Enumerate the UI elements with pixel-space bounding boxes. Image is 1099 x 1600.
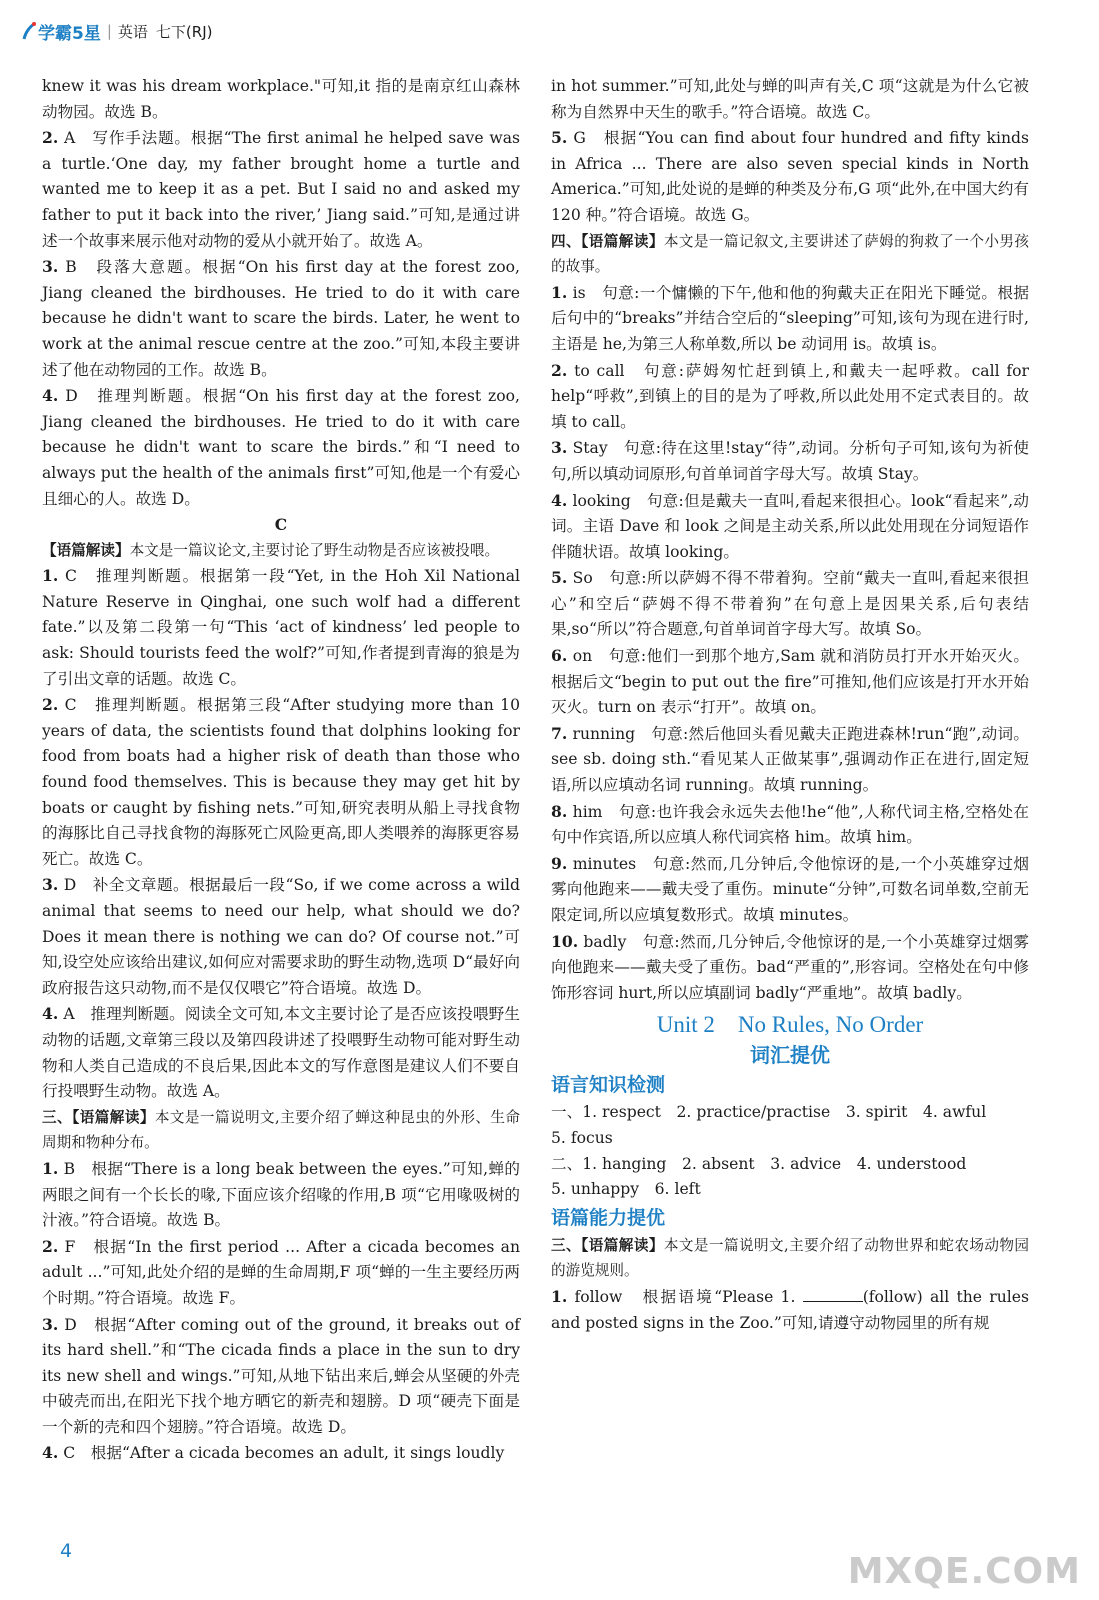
answer-text: knew it was his dream workplace."可知,it 指的是南京红山森林动物园。故选 B。 bbox=[42, 77, 520, 121]
answer-number: 7. bbox=[551, 723, 568, 743]
passage-tag: 三、【语篇解读】 bbox=[42, 1108, 155, 1126]
answer-item bbox=[42, 1001, 520, 1104]
answer-item bbox=[551, 643, 1029, 721]
answer-number: 1. bbox=[42, 566, 59, 586]
passage-tag: 【语篇解读】 bbox=[42, 541, 130, 559]
unit-subtitle: 词汇提优 bbox=[750, 1043, 830, 1068]
answer-text: A 推理判断题。阅读全文可知,本文主要讨论了是否应该投喂野生动物的话题,文章第三段以及第四段讲述了投喂野生动物可能对野生动物和人类自己造成的不良后果,因此本文的写作意图是建议人们不要自行投喂野生动物。故选 A。 bbox=[42, 1005, 520, 1101]
answer-item bbox=[551, 1284, 1029, 1336]
answer-number: 6. bbox=[551, 646, 568, 666]
header-subject: 英语 bbox=[117, 22, 148, 41]
answer-number: 3. bbox=[42, 257, 59, 277]
header-divider: | bbox=[106, 22, 112, 40]
answer-number: 10. bbox=[551, 931, 579, 951]
answer-text: D 补全文章题。根据最后一段“So, if we come across a wild animal that seems to need our help, what should we do? Does it mean there is nothing we can do? Of course not.”可知,设空处应该给出建议,如何应对需要求助的野生动物,选项 D“最好向政府报告这只动物,而不是仅仅喂它”符合语境。故选 D。 bbox=[42, 876, 520, 997]
answer-text: badly 句意:然而,几分钟后,令他惊讶的是,一个小英雄穿过烟雾向他跑来——戴夫受了重伤。bad“严重的”,形容词。空格处在句中修饰形容词 hurt,所以应填副词 badly“严重地”。故填 badly。 bbox=[551, 932, 1029, 1002]
answer-text: minutes 句意:然而,几分钟后,令他惊讶的是,一个小英雄穿过烟雾向他跑来——戴夫受了重伤。minute“分钟”,可数名词单数,空前无限定词,所以应填复数形式。故填 minutes。 bbox=[551, 854, 1029, 924]
answer-text: D 推理判断题。根据“On his first day at the forest zoo, Jiang cleaned the birdhouses. He tried to do it with care because he didn't want to scare the birds.”和“I need to always put the health of the animals first”可知,他是一个有爱心且细心的人。故选 D。 bbox=[42, 387, 520, 508]
answer-item bbox=[551, 565, 1029, 643]
brand-logo-icon bbox=[22, 21, 36, 41]
answer-number: 5. bbox=[551, 568, 568, 588]
vocab-line: 二、1. hanging 2. absent 3. advice 4. understood bbox=[551, 1154, 967, 1173]
answer-text: B 根据“There is a long beak between the eyes.”可知,蝉的两眼之间有一个长长的喙,下面应该介绍喙的作用,B 项“它用喙吸树的汁液。”符合语境。故选 B。 bbox=[42, 1159, 520, 1230]
answer-number: 1. bbox=[551, 282, 568, 302]
left-column bbox=[42, 74, 520, 1467]
right-column-answers bbox=[551, 74, 1029, 1006]
answer-text: to call 句意:萨姆匆忙赶到镇上,和戴夫一起呼救。call for help“呼救”,到镇上的目的是为了呼救,所以此处用不定式表目的。故填 to call。 bbox=[551, 361, 1029, 431]
header-grade: 七下(RJ) bbox=[155, 22, 213, 41]
answer-item bbox=[551, 435, 1029, 487]
watermark-text: MXQE.COM bbox=[847, 1551, 1081, 1592]
section-heading-reading-improve: 语篇能力提优 bbox=[551, 1206, 666, 1229]
answer-text: 本文是一篇议论文,主要讨论了野生动物是否应该被投喂。 bbox=[129, 541, 500, 559]
answer-number: 5. bbox=[551, 128, 568, 148]
answer-number: 8. bbox=[551, 801, 568, 821]
answer-item bbox=[551, 125, 1029, 228]
answer-item bbox=[42, 692, 520, 872]
answer-text: 本文是一篇说明文,主要介绍了蝉这种昆虫的外形、生命周期和物种分布。 bbox=[42, 1108, 520, 1152]
answer-number: 4. bbox=[551, 490, 568, 510]
answer-number: 2. bbox=[551, 360, 568, 380]
answer-number: 2. bbox=[42, 128, 59, 148]
passage-tag: 三、【语篇解读】 bbox=[551, 1236, 664, 1254]
answer-item bbox=[551, 488, 1029, 566]
answer-text: on 句意:他们一到那个地方,Sam 就和消防员打开水开始灭火。根据后文“begin to put out the fire”可推知,他们应该是打开水开始灭火。turn on 表示“打开”。故填 on。 bbox=[551, 647, 1029, 717]
answer-text: G 根据“You can find about four hundred and fifty kinds in Africa ... There are also seven special kinds in North America.”可知,此处说的是蝉的种类及分布,G 项“此外,在中国大约有 120 种。”符合语境。故选 G。 bbox=[551, 129, 1029, 224]
answer-item bbox=[551, 851, 1029, 929]
answer-item bbox=[551, 74, 1029, 125]
answer-item bbox=[551, 721, 1029, 799]
answer-number: 4. bbox=[42, 1004, 59, 1024]
answer-item bbox=[42, 383, 520, 512]
answer-number: 4. bbox=[42, 1443, 59, 1463]
answer-item bbox=[42, 1440, 520, 1467]
vocab-line: 5. unhappy 6. left bbox=[551, 1180, 701, 1199]
passage-tag: 四、【语篇解读】 bbox=[551, 232, 664, 250]
answer-item bbox=[551, 280, 1029, 358]
answer-number: 4. bbox=[42, 386, 59, 406]
answer-text: 本文是一篇记叙文,主要讲述了萨姆的狗救了一个小男孩的故事。 bbox=[551, 232, 1029, 276]
answer-text: C 推理判断题。根据第一段“Yet, in the Hoh Xil National Nature Reserve in Qinghai, one such wolf had a different fate.”以及第二段第一句“This ‘act of kindness’ led people to ask: Should tourists feed the wolf?”可知,作者提到青海的狼是为了引出文章的话题。故选 C。 bbox=[42, 567, 520, 688]
answer-item bbox=[551, 799, 1029, 851]
answer-text: him 句意:也许我会永远失去他!he“他”,人称代词主格,空格处在句中作宾语,所以应填人称代词宾格 him。故填 him。 bbox=[551, 802, 1029, 847]
fill-blank bbox=[803, 1287, 863, 1302]
answer-text: in hot summer.”可知,此处与蝉的叫声有关,C 项“这就是为什么它被称为自然界中天生的歌手。”符合语境。故选 C。 bbox=[551, 77, 1029, 121]
answer-item bbox=[551, 358, 1029, 436]
answer-number: 3. bbox=[42, 875, 59, 895]
answer-text: is 句意:一个慵懒的下午,他和他的狗戴夫正在阳光下睡觉。根据后句中的“breaks”并结合空后的“sleeping”可知,该句为现在进行时,主语是 he,为第三人称单数,所以 be 动词用 is。故填 is。 bbox=[551, 283, 1029, 353]
answer-text: D 根据“After coming out of the ground, it breaks out of its hard shell.”和“The cicada finds a place in the sun to dry its new shell and wings.”可知,从地下钻出来后,蝉会从坚硬的外壳中破壳而出,在阳光下找个地方晒它的新壳和翅膀。D 项“硬壳下面是一个新的壳和四个翅膀。”符合语境。故选 D。 bbox=[42, 1315, 520, 1436]
answer-number: 2. bbox=[42, 695, 59, 715]
answer-text: follow 根据语境“Please 1. bbox=[567, 1287, 796, 1306]
brand-name: 学霸5星 bbox=[38, 23, 101, 44]
answer-text: So 句意:所以萨姆不得不带着狗。空前“戴夫一直叫,看起来很担心”和空后“萨姆不得不带着狗”在句意上是因果关系,后句表结果,so“所以”符合题意,句首单词首字母大写。故填 So。 bbox=[551, 569, 1029, 639]
passage-intro bbox=[42, 538, 520, 564]
answer-item bbox=[42, 1234, 520, 1312]
answer-text: B 段落大意题。根据“On his first day at the forest zoo, Jiang cleaned the birdhouses. He tried to do it with care because he didn't want to scare the birds. Later, he went to work at the animal rescue centre at the zoo.”可知,本段主要讲述了他在动物园的工作。故选 B。 bbox=[42, 258, 520, 379]
page-header bbox=[22, 18, 212, 44]
passage-intro bbox=[551, 229, 1029, 280]
page-number: 4 bbox=[60, 1540, 73, 1562]
answer-text: A 写作手法题。根据“The first animal he helped save was a turtle.‘One day, my father brought home a turtle and wanted me to keep it as a pet. But I said no and asked my father to put it back into the river,’ Jiang said.”可知,是通过讲述一个故事来展示他对动物的爱从小就开始了。故选 A。 bbox=[42, 129, 520, 250]
answer-text: F 根据“In the first period ... After a cicada becomes an adult ...”可知,此处介绍的是蝉的生命周期,F 项“蝉的一生主要经历两个时期。”符合语境。故选 F。 bbox=[42, 1237, 520, 1307]
vocab-line: 5. focus bbox=[551, 1128, 613, 1147]
watermark-logo bbox=[848, 1551, 1081, 1592]
answer-number: 2. bbox=[42, 1236, 59, 1256]
answer-text: running 句意:然后他回头看见戴夫正跑进森林!run“跑”,动词。see sb. doing sth.“看见某人正做某事”,强调动作正在进行,固定短语,所以应填动名词 running。故填 running。 bbox=[551, 724, 1029, 795]
answer-number: 1. bbox=[551, 1286, 568, 1306]
answer-number: 9. bbox=[551, 853, 568, 873]
answer-text: looking 句意:但是戴夫一直叫,看起来很担心。look“看起来”,动词。主语 Dave 和 look 之间是主动关系,所以此处用现在分词短语作伴随状语。故填 looking。 bbox=[551, 491, 1029, 561]
vocab-line: 一、1. respect 2. practice/practise 3. spirit 4. awful bbox=[551, 1103, 987, 1122]
passage-intro bbox=[551, 1233, 1029, 1284]
answer-text: C 推理判断题。根据第三段“After studying more than 10 years of data, the scientists found that dolphins looking for food from boats had a higher risk of death than those who found food themselves. This is because they may get hit by boats or caught by fishing nets.”可知,研究表明从船上寻找食物的海豚比自己寻找食物的海豚死亡风险更高,即人类喂养的海豚更容易死亡。故选 C。 bbox=[42, 696, 520, 868]
answer-item bbox=[42, 125, 520, 254]
passage-intro-text: 本文是一篇说明文,主要介绍了动物世界和蛇农场动物园的游览规则。 bbox=[551, 1236, 1029, 1280]
answer-item bbox=[42, 872, 520, 1001]
passage-intro bbox=[42, 1105, 520, 1156]
answer-item bbox=[551, 929, 1029, 1007]
passage-label: C bbox=[274, 515, 288, 535]
answer-item bbox=[42, 1312, 520, 1441]
answer-item bbox=[42, 254, 520, 383]
unit-title: Unit 2 No Rules, No Order bbox=[656, 1012, 924, 1038]
answer-item bbox=[42, 74, 520, 125]
answer-item bbox=[42, 1156, 520, 1234]
answer-text: C 根据“After a cicada becomes an adult, it sings loudly bbox=[58, 1444, 505, 1463]
right-column bbox=[551, 74, 1029, 1336]
answer-number: 1. bbox=[42, 1158, 59, 1178]
answer-number: 3. bbox=[42, 1314, 59, 1334]
answer-text: Stay 句意:待在这里!stay“待”,动词。分析句子可知,该句为祈使句,所以填动词原形,句首单词首字母大写。故填 Stay。 bbox=[551, 439, 1029, 483]
section-heading-language-check: 语言知识检测 bbox=[551, 1074, 666, 1097]
answer-item bbox=[42, 563, 520, 692]
answer-text-cont: (follow) all the rules and posted signs in the Zoo.”可知,请遵守动物园里的所有规 bbox=[551, 1287, 1029, 1332]
answer-number: 3. bbox=[551, 438, 568, 458]
